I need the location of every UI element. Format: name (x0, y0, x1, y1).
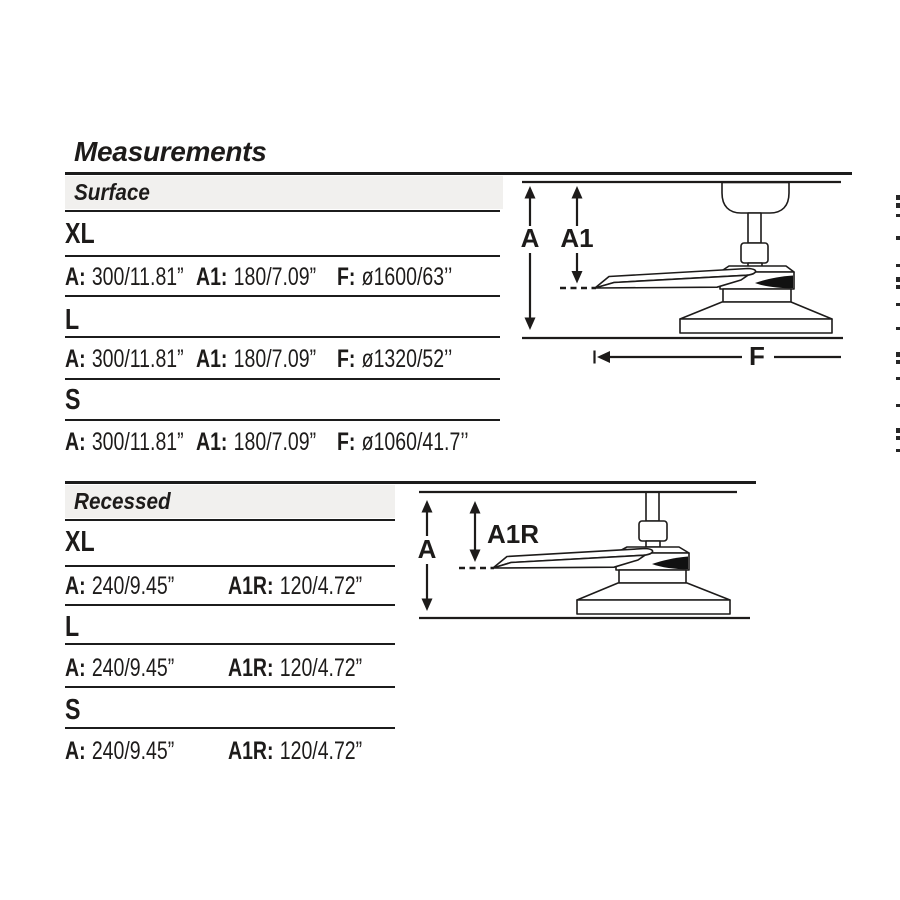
spec-a1r (228, 738, 362, 766)
spec-value: ø1060/41.7’’ (361, 428, 469, 456)
spec-label: A1: (196, 263, 228, 291)
downrod (748, 213, 761, 243)
spec-f (337, 429, 469, 457)
recessed-rule (65, 604, 395, 606)
spec-value: 120/4.72” (279, 572, 363, 600)
spec-label: A1R: (228, 572, 274, 600)
cropped-edge-fragment (896, 404, 900, 407)
diffuser-rim (680, 319, 832, 333)
spec-label: F: (337, 263, 356, 291)
cropped-edge-fragment (896, 277, 900, 282)
recessed-specs-s (65, 738, 395, 766)
recessed-rule (65, 519, 395, 521)
surface-rule (65, 210, 500, 212)
spec-value: 180/7.09” (233, 428, 317, 456)
spec-value: 240/9.45” (91, 737, 175, 765)
spec-f (337, 264, 452, 292)
downrod (646, 492, 659, 521)
spec-label: A1R: (228, 737, 274, 765)
surface-size-xl: XL (65, 218, 95, 250)
spec-value: 120/4.72” (279, 654, 363, 682)
spec-label: A: (65, 428, 86, 456)
spec-value: 180/7.09” (233, 263, 317, 291)
surface-header-band (65, 176, 503, 209)
dim-arrow-f (595, 341, 842, 371)
dim-label-f: F (749, 341, 765, 371)
dim-arrow-a1r (470, 501, 540, 562)
spec-value: 300/11.81” (91, 428, 184, 456)
surface-specs-xl (65, 264, 500, 292)
spec-label: A: (65, 263, 86, 291)
rod-coupler (741, 243, 768, 263)
recessed-rule (65, 565, 395, 567)
spec-label: A1: (196, 428, 228, 456)
spec-a1r (228, 573, 362, 601)
diffuser-rim (577, 600, 730, 614)
cropped-edge-fragment (896, 327, 900, 330)
dim-label-a: A (417, 534, 437, 564)
recessed-size-s: S (65, 694, 81, 726)
spec-value: 120/4.72” (279, 737, 363, 765)
spec-a1r (228, 655, 362, 683)
spec-a (65, 264, 184, 292)
recessed-size-l: L (65, 611, 80, 643)
hub-lower-band (619, 570, 686, 583)
spec-a1 (196, 429, 316, 457)
spec-label: A: (65, 654, 86, 682)
motor-neck (646, 541, 660, 547)
recessed-header-label: Recessed (74, 488, 171, 514)
surface-specs-s (65, 429, 500, 457)
recessed-specs-xl (65, 573, 395, 601)
spec-value: 180/7.09” (233, 345, 317, 373)
canopy (722, 183, 789, 214)
cropped-edge-fragment (896, 436, 900, 440)
surface-rule (65, 336, 500, 338)
surface-rule (65, 419, 500, 421)
dim-arrow-a1 (560, 186, 593, 284)
spec-a (65, 573, 174, 601)
recessed-size-xl: XL (65, 526, 95, 558)
surface-rule (65, 378, 500, 380)
cropped-edge-fragment (896, 352, 900, 357)
surface-size-l: L (65, 304, 80, 336)
spec-label: F: (337, 345, 356, 373)
cropped-edge-fragment (896, 449, 900, 452)
spec-value: 240/9.45” (91, 654, 175, 682)
recessed-mount-diagram (400, 475, 760, 625)
diffuser-flare (577, 583, 730, 600)
cropped-edge-fragment (896, 195, 900, 200)
hub-lower-band (723, 289, 791, 302)
spec-a (65, 346, 184, 374)
dim-label-a1: A1 (560, 223, 594, 253)
dim-label-a1r: A1R (487, 519, 540, 549)
spec-value: ø1600/63’’ (361, 263, 453, 291)
cropped-edge-fragment (896, 303, 900, 306)
spec-label: A1: (196, 345, 228, 373)
dim-label-a: A (520, 223, 540, 253)
rod-coupler (639, 521, 667, 541)
recessed-specs-l (65, 655, 395, 683)
diffuser-flare (680, 302, 832, 319)
spec-label: A: (65, 737, 86, 765)
cropped-edge-fragment (896, 236, 900, 240)
spec-value: 240/9.45” (91, 572, 175, 600)
spec-label: A: (65, 345, 86, 373)
cropped-edge-fragment (896, 377, 900, 380)
spec-value: 300/11.81” (91, 345, 184, 373)
spec-a (65, 655, 174, 683)
spec-a (65, 738, 174, 766)
recessed-rule (65, 643, 395, 645)
recessed-rule (65, 727, 395, 729)
surface-header-label: Surface (74, 179, 150, 205)
surface-size-s: S (65, 384, 81, 416)
dim-arrow-a (418, 500, 437, 611)
spec-a1 (196, 346, 316, 374)
dim-arrow-a (521, 186, 540, 330)
spec-label: A1R: (228, 654, 274, 682)
surface-rule (65, 295, 500, 297)
page-title: Measurements (74, 136, 267, 167)
spec-a (65, 429, 184, 457)
spec-value: ø1320/52’’ (361, 345, 453, 373)
surface-rule (65, 255, 500, 257)
cropped-edge-fragment (896, 203, 900, 208)
cropped-edge-fragment (896, 285, 900, 289)
cropped-edge-fragment (896, 214, 900, 217)
recessed-header-band (65, 485, 395, 518)
spec-label: F: (337, 428, 356, 456)
surface-mount-diagram (500, 165, 860, 380)
spec-a1 (196, 264, 316, 292)
spec-f (337, 346, 452, 374)
cropped-edge-fragment (896, 264, 900, 267)
cropped-edge-fragment (896, 428, 900, 433)
recessed-rule (65, 686, 395, 688)
surface-specs-l (65, 346, 500, 374)
cropped-edge-fragment (896, 360, 900, 364)
spec-label: A: (65, 572, 86, 600)
spec-value: 300/11.81” (91, 263, 184, 291)
